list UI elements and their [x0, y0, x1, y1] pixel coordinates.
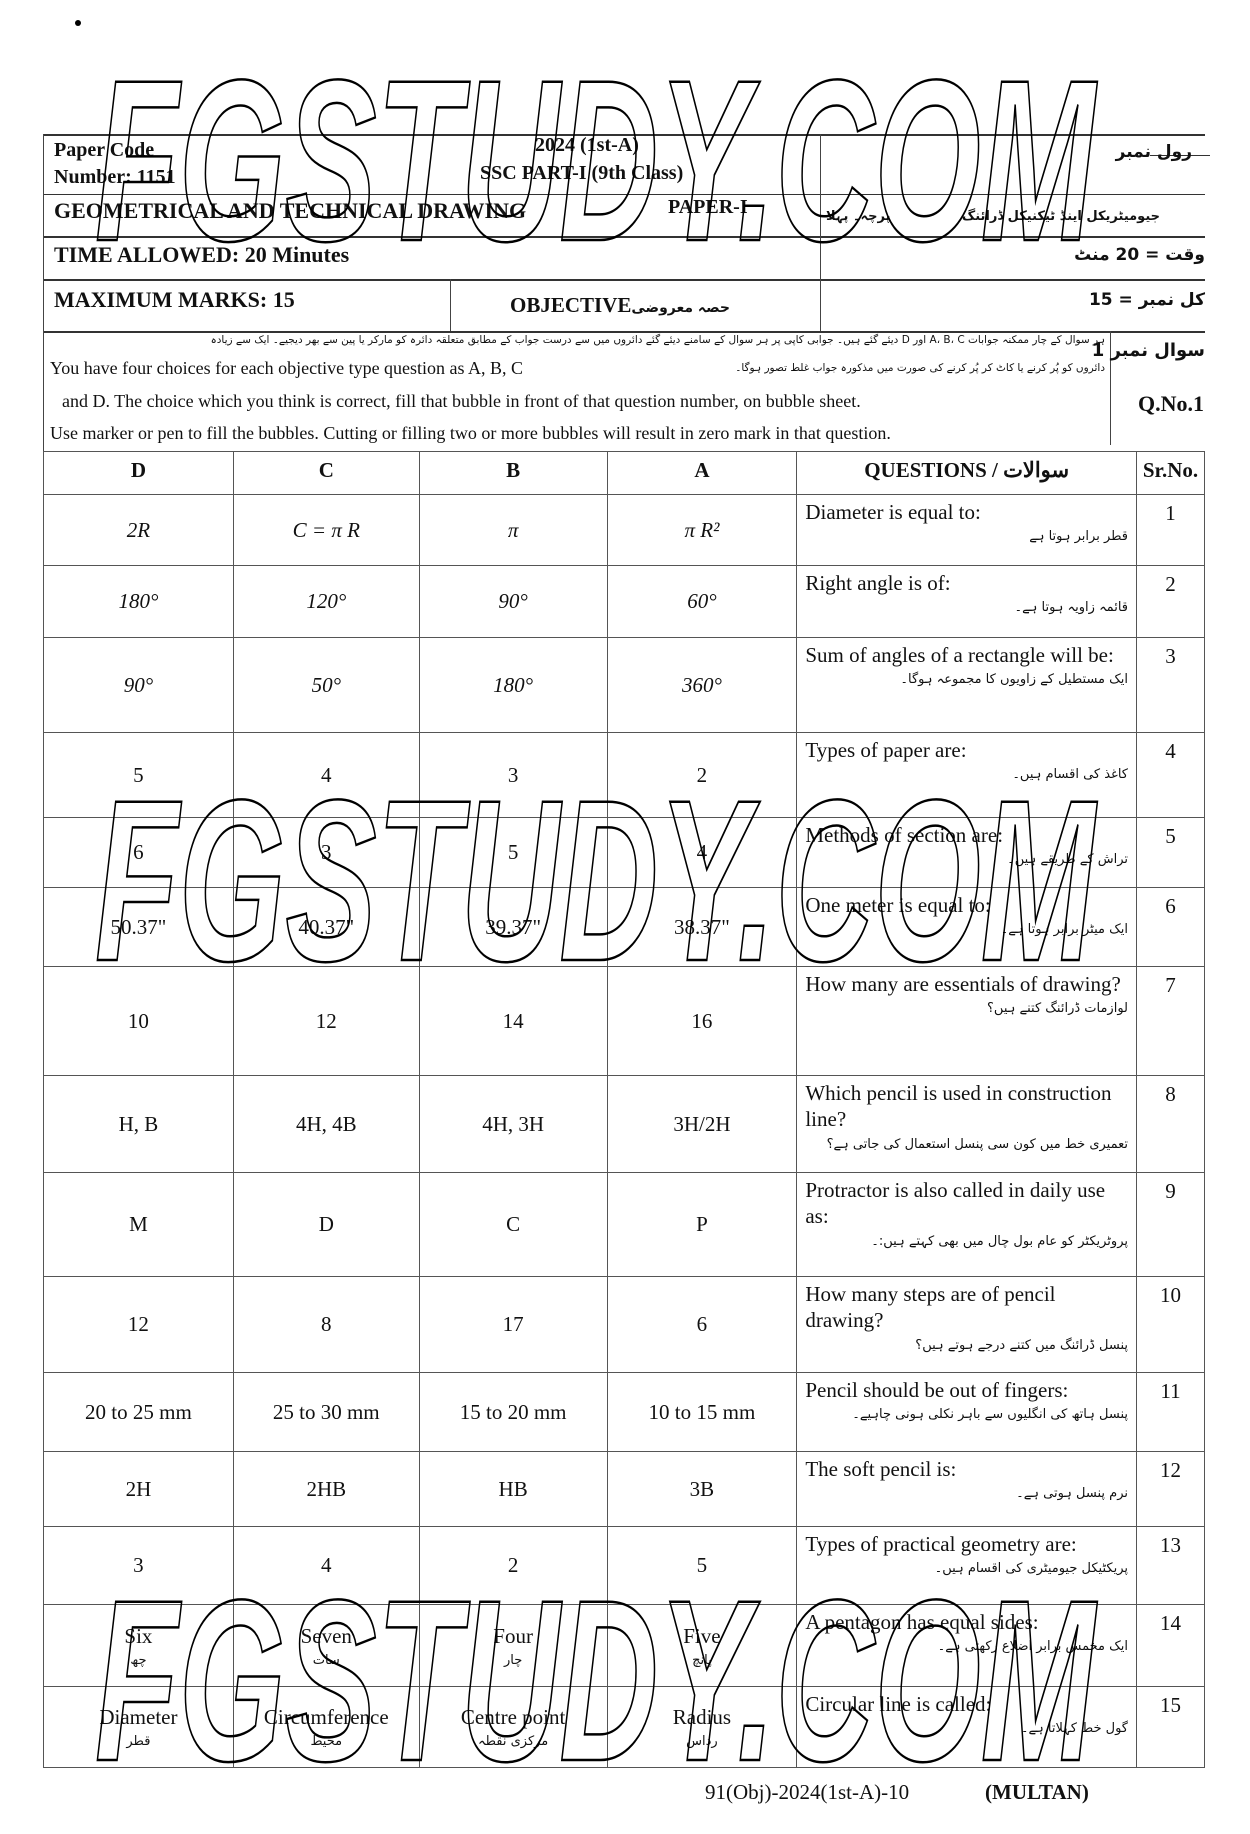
question-cell — [797, 888, 1137, 967]
sr-no: 10 — [1137, 1277, 1205, 1373]
option-text: 4 — [321, 1553, 332, 1577]
option-text: 12 — [315, 1008, 337, 1033]
option-b — [419, 818, 607, 888]
option-text: 180° — [493, 672, 534, 697]
option-d — [44, 1452, 234, 1527]
rule — [43, 331, 1205, 333]
question-cell — [797, 638, 1137, 733]
option-d — [44, 733, 234, 818]
sr-no: 7 — [1137, 967, 1205, 1076]
question-urdu: قائمہ زاویہ ہوتا ہے۔ — [1014, 600, 1128, 616]
question-cell — [797, 818, 1137, 888]
question-cell — [797, 1527, 1137, 1605]
question-text: A pentagon has equal sides: — [805, 1610, 1039, 1634]
option-d — [44, 1527, 234, 1605]
option-a — [607, 733, 797, 818]
table-row — [44, 1452, 1205, 1527]
option-urdu: چھ — [130, 1652, 147, 1668]
sr-no: 8 — [1137, 1076, 1205, 1173]
option-d — [44, 495, 234, 566]
question-text: Diameter is equal to: — [805, 500, 981, 524]
option-urdu: رداس — [686, 1734, 718, 1749]
option-b — [419, 733, 607, 818]
option-d — [44, 967, 234, 1076]
table-row — [44, 888, 1205, 967]
option-a — [607, 1173, 797, 1277]
option-text: 38.37" — [674, 914, 730, 939]
option-d — [44, 1687, 234, 1768]
objective-label — [510, 293, 730, 318]
option-d — [44, 888, 234, 967]
option-text: 4 — [696, 840, 708, 864]
subject-urdu: جیومیٹریکل اینڈ ٹیکنیکل ڈرائنگ — [961, 208, 1160, 224]
option-c — [233, 818, 419, 888]
option-text: 5 — [133, 762, 144, 787]
option-text: C — [506, 1212, 521, 1236]
option-c — [233, 1277, 419, 1373]
option-urdu: محیط — [310, 1734, 343, 1749]
question-cell — [797, 1687, 1137, 1768]
questions-table — [43, 451, 1205, 1768]
sr-no: 12 — [1137, 1452, 1205, 1527]
option-text: 5 — [507, 840, 519, 864]
option-text: 4H, 3H — [482, 1111, 545, 1136]
rule — [43, 134, 44, 451]
question-urdu: تراش کے طریقے ہیں۔ — [1007, 852, 1128, 868]
question-text: How many steps are of pencil drawing? — [805, 1282, 1056, 1333]
sr-no: 1 — [1137, 495, 1205, 566]
question-cell — [797, 1373, 1137, 1452]
question-text: Methods of section are: — [805, 823, 1004, 847]
option-text: 3 — [133, 1553, 144, 1577]
option-c — [233, 1373, 419, 1452]
option-text: 6 — [133, 840, 144, 864]
option-c — [233, 1527, 419, 1605]
option-a — [607, 1687, 797, 1768]
option-urdu: پانچ — [692, 1652, 712, 1668]
option-d — [44, 1605, 234, 1687]
instructions-urdu-2: دائروں کو پُر کرنے یا کاٹ کر پُر کرنے کی صورت میں مذکورہ جواب غلط تصور ہوگا۔ — [735, 362, 1105, 375]
question-cell — [797, 733, 1137, 818]
rule — [43, 236, 1205, 238]
question-text: Right angle is of: — [805, 571, 951, 595]
option-text: 6 — [696, 1312, 708, 1336]
speck — [75, 20, 81, 26]
subject: GEOMETRICAL AND TECHNICAL DRAWING — [54, 198, 527, 223]
option-text: 3 — [321, 840, 332, 864]
option-text: 4H, 4B — [295, 1111, 357, 1136]
question-urdu: ایک مستطیل کے زاویوں کا مجموعہ ہوگا۔ — [900, 672, 1128, 688]
option-text: 10 — [127, 1008, 149, 1033]
question-urdu: پریکٹیکل جیومیٹری کی اقسام ہیں۔ — [934, 1561, 1128, 1577]
table-row — [44, 1605, 1205, 1687]
option-urdu: چار — [503, 1652, 523, 1668]
sr-no: 6 — [1137, 888, 1205, 967]
option-c — [233, 1605, 419, 1687]
watermark-text: FGSTUDY.COM — [95, 752, 1098, 1009]
table-row — [44, 495, 1205, 566]
col-questions: QUESTIONS / سوالات — [797, 452, 1137, 495]
question-text: Pencil should be out of fingers: — [805, 1378, 1069, 1402]
option-c — [233, 1687, 419, 1768]
option-d — [44, 1277, 234, 1373]
rule — [450, 279, 451, 331]
option-b — [419, 1605, 607, 1687]
question-urdu: پروٹریکٹر کو عام بول چال میں بھی کہتے ہیں:۔ — [871, 1233, 1128, 1249]
question-urdu: تعمیری خط میں کون سی پنسل استعمال کی جاتی ہے؟ — [826, 1136, 1128, 1152]
time-allowed: TIME ALLOWED: 20 Minutes — [54, 242, 350, 267]
option-a — [607, 495, 797, 566]
option-text: 4 — [321, 762, 332, 787]
question-text: Types of paper are: — [805, 738, 967, 762]
option-text: 2R — [126, 517, 151, 542]
sr-no: 13 — [1137, 1527, 1205, 1605]
option-b — [419, 638, 607, 733]
option-text: 5 — [696, 1553, 708, 1577]
option-text: HB — [498, 1476, 528, 1501]
option-text: H, B — [118, 1111, 159, 1136]
option-text: π R² — [684, 517, 720, 542]
option-c — [233, 967, 419, 1076]
sr-no: 5 — [1137, 818, 1205, 888]
option-text: Six — [124, 1623, 153, 1648]
rule — [820, 134, 821, 331]
sr-no: 14 — [1137, 1605, 1205, 1687]
option-d — [44, 638, 234, 733]
roll-no-urdu: رول نمبر — [1115, 142, 1192, 162]
table-row — [44, 1687, 1205, 1768]
option-text: 10 to 15 mm — [648, 1399, 756, 1424]
option-b — [419, 495, 607, 566]
question-text: Circular line is called: — [805, 1692, 992, 1716]
option-text: 12 — [127, 1312, 149, 1336]
option-text: 25 to 30 mm — [272, 1399, 380, 1424]
option-c — [233, 888, 419, 967]
qno-urdu: سوال نمبر 1 — [1091, 340, 1205, 361]
option-text: π — [507, 517, 519, 542]
question-text: Protractor is also called in daily use as: — [805, 1178, 1106, 1229]
col-d: D — [44, 452, 234, 495]
option-text: 16 — [691, 1008, 713, 1033]
urdu-title-group — [826, 196, 1160, 236]
col-b: B — [419, 452, 607, 495]
option-a — [607, 1527, 797, 1605]
watermark-text: FGSTUDY.COM — [95, 1552, 1098, 1809]
option-b — [419, 1687, 607, 1768]
option-a — [607, 1605, 797, 1687]
option-b — [419, 888, 607, 967]
sr-no: 2 — [1137, 566, 1205, 638]
instructions-line-3: Use marker or pen to fill the bubbles. Cutting or filling two or more bubbles will result in zero mark in that question. — [50, 422, 891, 443]
paper-urdu: پرچہ۔ پہلا — [826, 208, 891, 224]
option-text: Circumference — [263, 1705, 389, 1729]
objective-text: OBJECTIVE — [510, 293, 632, 317]
option-c — [233, 566, 419, 638]
option-a — [607, 566, 797, 638]
question-urdu: ایک مخمس برابر اضلاع رکھتی ہے۔ — [937, 1639, 1128, 1655]
option-text: 15 to 20 mm — [459, 1399, 567, 1424]
option-d — [44, 818, 234, 888]
question-urdu: کاغذ کی اقسام ہیں۔ — [1012, 767, 1128, 783]
option-b — [419, 1452, 607, 1527]
option-text: D — [318, 1212, 334, 1236]
instructions-line-1: You have four choices for each objective type question as A, B, C — [50, 358, 524, 379]
table-header-row — [44, 452, 1205, 495]
option-text: 17 — [502, 1312, 524, 1336]
footer-code: 91(Obj)-2024(1st-A)-10 — [705, 1780, 910, 1804]
watermark-text: FGSTUDY.COM — [95, 32, 1098, 289]
option-text: 2 — [696, 762, 708, 787]
option-text: 14 — [502, 1008, 524, 1033]
rule — [43, 279, 1205, 281]
option-text: 50° — [311, 672, 341, 697]
option-text: 180° — [118, 589, 159, 613]
option-b — [419, 1527, 607, 1605]
option-d — [44, 1076, 234, 1173]
option-c — [233, 495, 419, 566]
instructions-line-2: and D. The choice which you think is correct, fill that bubble in front of that question number, on bubble sheet. — [62, 390, 861, 411]
question-urdu: ایک میٹر برابر ہوتا ہے۔ — [1000, 922, 1128, 938]
sr-no: 9 — [1137, 1173, 1205, 1277]
option-b — [419, 967, 607, 1076]
option-d — [44, 1173, 234, 1277]
sr-no: 3 — [1137, 638, 1205, 733]
paper-number: Number: 1151 — [54, 166, 176, 188]
option-text: C = π R — [292, 517, 360, 542]
question-cell — [797, 1173, 1137, 1277]
option-text: Four — [493, 1623, 533, 1648]
col-c: C — [233, 452, 419, 495]
option-text: 3H/2H — [673, 1111, 731, 1136]
option-c — [233, 638, 419, 733]
question-text: Sum of angles of a rectangle will be: — [805, 643, 1114, 667]
option-text: 360° — [681, 672, 722, 697]
question-text: Types of practical geometry are: — [805, 1532, 1077, 1556]
option-a — [607, 1277, 797, 1373]
option-text: 2H — [125, 1476, 152, 1501]
question-text: The soft pencil is: — [805, 1457, 957, 1481]
table-row — [44, 1277, 1205, 1373]
table-row — [44, 1373, 1205, 1452]
option-text: 3 — [507, 762, 519, 787]
paper-number-title: PAPER-I — [668, 196, 748, 218]
option-c — [233, 1452, 419, 1527]
option-text: Diameter — [99, 1705, 178, 1729]
option-text: 120° — [306, 589, 347, 613]
option-c — [233, 1173, 419, 1277]
question-text: Which pencil is used in construction line? — [805, 1081, 1112, 1132]
question-urdu: نرم پنسل ہوتی ہے۔ — [1016, 1486, 1128, 1502]
option-text: 90° — [498, 589, 528, 613]
question-urdu: لوازمات ڈرائنگ کتنے ہیں؟ — [987, 1001, 1128, 1017]
year: 2024 (1st-A) — [535, 134, 639, 156]
option-d — [44, 566, 234, 638]
instructions — [50, 334, 1105, 444]
question-urdu: قطر برابر ہوتا ہے — [1029, 529, 1128, 545]
option-text: 50.37" — [110, 914, 167, 939]
marks-urdu: کل نمبر = 15 — [1088, 290, 1205, 310]
table-row — [44, 967, 1205, 1076]
question-cell — [797, 566, 1137, 638]
question-cell — [797, 1452, 1137, 1527]
question-cell — [797, 1605, 1137, 1687]
option-text: M — [129, 1212, 148, 1236]
paper-code-label: Paper Code — [54, 139, 155, 161]
option-text: 39.37" — [485, 914, 542, 939]
table-row — [44, 818, 1205, 888]
option-a — [607, 1452, 797, 1527]
option-text: 8 — [321, 1312, 332, 1336]
col-a: A — [607, 452, 797, 495]
option-text: Radius — [672, 1705, 732, 1729]
question-cell — [797, 1277, 1137, 1373]
option-c — [233, 1076, 419, 1173]
footer-board: (MULTAN) — [985, 1780, 1089, 1804]
table-row — [44, 1527, 1205, 1605]
question-cell — [797, 967, 1137, 1076]
option-text: 40.37" — [298, 914, 355, 939]
option-text: 2 — [507, 1553, 519, 1577]
question-cell — [797, 1076, 1137, 1173]
question-text: How many are essentials of drawing? — [805, 972, 1121, 996]
instructions-row — [50, 357, 1105, 379]
option-a — [607, 818, 797, 888]
question-urdu: گول خط کہلاتا ہے۔ — [1020, 1721, 1128, 1737]
table-row — [44, 1173, 1205, 1277]
sr-no: 11 — [1137, 1373, 1205, 1452]
table-row — [44, 638, 1205, 733]
option-b — [419, 1373, 607, 1452]
option-a — [607, 888, 797, 967]
table-row — [44, 1076, 1205, 1173]
option-text: 60° — [687, 589, 717, 613]
option-text: Seven — [300, 1623, 352, 1648]
option-d — [44, 1373, 234, 1452]
time-urdu: وقت = 20 منٹ — [1074, 245, 1205, 265]
option-b — [419, 1076, 607, 1173]
option-b — [419, 1277, 607, 1373]
question-text: One meter is equal to: — [805, 893, 991, 917]
table-row — [44, 566, 1205, 638]
option-text: Centre point — [460, 1705, 566, 1729]
option-a — [607, 1373, 797, 1452]
option-text: 3B — [689, 1476, 715, 1501]
option-a — [607, 967, 797, 1076]
max-marks: MAXIMUM MARKS: 15 — [54, 287, 295, 312]
sr-no: 4 — [1137, 733, 1205, 818]
col-sr: Sr.No. — [1137, 452, 1205, 495]
option-text: 2HB — [306, 1476, 347, 1501]
question-cell — [797, 495, 1137, 566]
sr-no: 15 — [1137, 1687, 1205, 1768]
option-urdu: قطر — [126, 1734, 151, 1749]
table-row — [44, 733, 1205, 818]
option-text: Five — [683, 1623, 721, 1648]
instructions-urdu-1: ہر سوال کے چار ممکنہ جوابات A، B، C اور D دیئے گئے ہیں۔ جوابی کاپی پر ہر سوال کے سامنے دیئے گئے دائروں میں سے درست جواب کے مطابق متعلقہ دائرہ کو مارکر یا پین سے بھر دیجیے۔ ایک سے زیادہ — [210, 334, 1105, 346]
objective-urdu: حصہ معروضی — [631, 300, 731, 316]
option-text: P — [696, 1212, 708, 1236]
class: SSC PART-I (9th Class) — [480, 162, 684, 184]
rule — [43, 194, 1205, 195]
option-b — [419, 566, 607, 638]
option-text: 90° — [123, 672, 154, 697]
option-a — [607, 638, 797, 733]
option-b — [419, 1173, 607, 1277]
option-c — [233, 733, 419, 818]
question-urdu: پنسل ہاتھ کی انگلیوں سے باہر نکلی ہونی چاہیے۔ — [852, 1407, 1128, 1423]
option-urdu: مرکزی نقطہ — [477, 1734, 549, 1749]
question-urdu: پنسل ڈرائنگ میں کتنے درجے ہوتے ہیں؟ — [915, 1337, 1128, 1353]
qno: Q.No.1 — [1138, 391, 1204, 416]
option-text: 20 to 25 mm — [85, 1399, 192, 1424]
option-a — [607, 1076, 797, 1173]
option-urdu: سات — [312, 1652, 340, 1668]
